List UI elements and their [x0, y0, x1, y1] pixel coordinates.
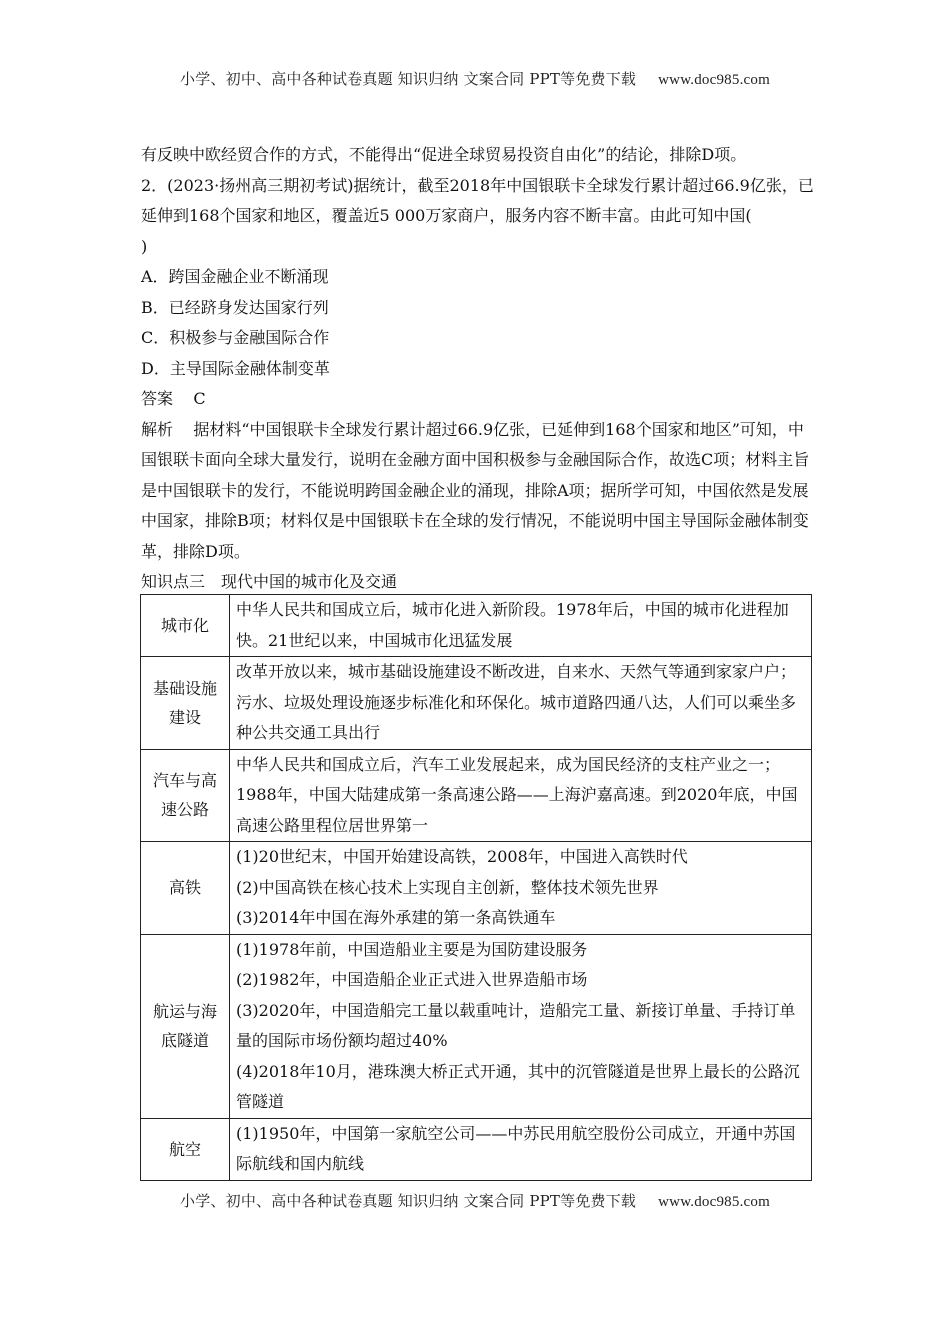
- option-a: A．跨国金融企业不断涌现: [141, 267, 329, 286]
- row-label-cell: [141, 657, 230, 750]
- question-stem-text: 2．(2023·扬州高三期初考试)据统计，截至2018年中国银联卡全球发行累计超过66.9亿张，已延伸到168个国家和地区，覆盖近5 000万家商户，服务内容不断丰富。由此可知中国(: [141, 175, 814, 225]
- answer-line: [141, 384, 815, 415]
- row-line: (2)中国高铁在核心技术上实现自主创新，整体技术领先世界: [236, 877, 659, 897]
- analysis-text: 据材料“中国银联卡全球发行累计超过66.9亿张，已延伸到168个国家和地区”可知，中国银联卡面向全球大量发行，说明在金融方面中国积极参与金融国际合作，故选C项；材料主旨是中国银联卡的发行，不能说明跨国金融企业的涌现，排除A项；据所学可知，中国依然是发展中国家，排除B项；材料仅是中国银联卡在全球的发行情况，不能说明中国主导国际金融体制变革，排除D项。: [141, 419, 810, 561]
- row-line: (1)1950年，中国第一家航空公司——中苏民用航空股份公司成立，开通中苏国际航线和国内航线: [236, 1123, 796, 1173]
- row-label-cell: [141, 749, 230, 842]
- row-label: 城市化: [160, 616, 209, 635]
- table-row: [141, 842, 812, 935]
- row-label-cell: [141, 934, 230, 1118]
- answer-label: 答案: [141, 389, 174, 408]
- row-label: 基础设施建设: [152, 678, 217, 727]
- analysis-paragraph: [141, 415, 815, 568]
- row-label: 航运与海底隧道: [152, 1002, 217, 1050]
- analysis-label: 解析: [141, 419, 174, 439]
- page-header: [0, 68, 950, 89]
- row-body-cell: [230, 657, 812, 750]
- footer-site-link[interactable]: www.doc985.com: [658, 1194, 770, 1210]
- row-line: (2)1982年，中国造船企业正式进入世界造船市场: [236, 970, 588, 989]
- row-label: 高铁: [168, 878, 201, 898]
- row-label: 汽车与高速公路: [152, 771, 217, 820]
- row-label: 航空: [168, 1139, 201, 1159]
- option-b: B．已经跻身发达国家行列: [141, 297, 329, 317]
- row-body-cell: [230, 842, 812, 935]
- option-c: C．积极参与金融国际合作: [141, 328, 330, 347]
- row-line: (1)1978年前，中国造船业主要是为国防建设服务: [236, 939, 588, 959]
- row-body-cell: [230, 1118, 812, 1180]
- row-label-cell: [141, 842, 230, 935]
- table-row: [141, 595, 812, 657]
- row-label-cell: [141, 595, 230, 657]
- row-line: (3)2014年中国在海外承建的第一条高铁通车: [236, 908, 556, 927]
- header-site-link[interactable]: www.doc985.com: [658, 72, 770, 88]
- row-line: 改革开放以来，城市基础设施建设不断改进，自来水、天然气等通到家家户户；污水、垃圾处理设施逐步标准化和环保化。城市道路四通八达，人们可以乘坐多种公共交通工具出行: [236, 662, 797, 742]
- question-stem: [141, 171, 815, 263]
- table-row: [141, 657, 812, 750]
- table-row: [141, 934, 812, 1118]
- row-body-cell: [230, 934, 812, 1118]
- option-d: D．主导国际金融体制变革: [141, 358, 330, 378]
- row-body-cell: [230, 595, 812, 657]
- answer-value: C: [193, 389, 206, 408]
- page-footer: [0, 1190, 950, 1211]
- row-line: 中华人民共和国成立后，城市化进入新阶段。1978年后，中国的城市化进程加快。21世纪以来，中国城市化迅猛发展: [236, 600, 789, 650]
- question-stem-end: ): [141, 236, 148, 256]
- previous-analysis-tail: 有反映中欧经贸合作的方式，不能得出“促进全球贸易投资自由化”的结论，排除D项。: [141, 145, 747, 164]
- header-text: 小学、初中、高中各种试卷真题 知识归纳 文案合同 PPT等免费下载: [180, 70, 637, 88]
- footer-text: 小学、初中、高中各种试卷真题 知识归纳 文案合同 PPT等免费下载: [180, 1192, 637, 1210]
- row-line: (1)20世纪末，中国开始建设高铁，2008年，中国进入高铁时代: [236, 847, 688, 866]
- row-line: (3)2020年，中国造船完工量以载重吨计，造船完工量、新接订单量、手持订单量的国际市场份额均超过40%: [236, 1000, 796, 1050]
- table-row: [141, 1118, 812, 1180]
- knowledge-table: [140, 594, 812, 1181]
- table-row: [141, 749, 812, 842]
- row-label-cell: [141, 1118, 230, 1180]
- row-line: 中华人民共和国成立后，汽车工业发展起来，成为国民经济的支柱产业之一；1988年，中国大陆建成第一条高速公路——上海沪嘉高速。到2020年底，中国高速公路里程位居世界第一: [236, 754, 798, 835]
- section-title: 知识点三 现代中国的城市化及交通: [141, 572, 398, 591]
- document-body: [141, 140, 815, 598]
- row-body-cell: [230, 749, 812, 842]
- row-line: (4)2018年10月，港珠澳大桥正式开通，其中的沉管隧道是世界上最长的公路沉管隧道: [236, 1061, 800, 1111]
